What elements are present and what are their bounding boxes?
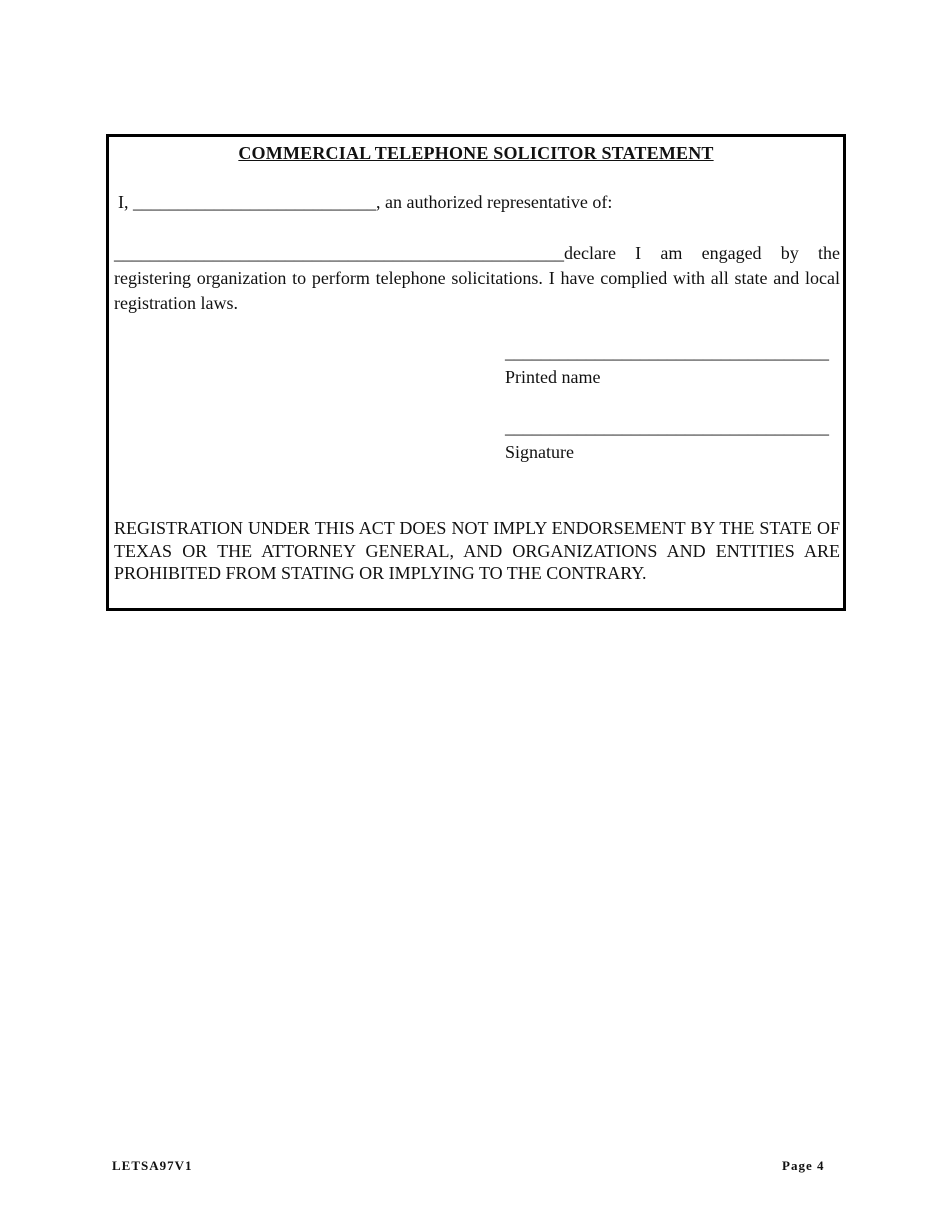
declaration-paragraph <box>114 241 840 316</box>
declaration-text: declare I am engaged by the registering organization to perform telephone solicitations. I have complied with all state and local registration laws. <box>114 243 840 313</box>
representative-prefix: I, <box>118 192 133 212</box>
signature-line[interactable]: ____________________________________ <box>505 417 829 437</box>
printed-name-label: Printed name <box>505 367 601 387</box>
representative-suffix: , an authorized representative of: <box>376 192 613 212</box>
signature-label: Signature <box>505 442 574 462</box>
form-code: LETSA97V1 <box>112 1158 193 1173</box>
page-number: Page 4 <box>782 1158 825 1173</box>
statement-title: COMMERCIAL TELEPHONE SOLICITOR STATEMENT <box>238 143 714 163</box>
organization-name-blank[interactable]: __________________________________________________ <box>114 243 564 263</box>
printed-name-line[interactable]: ____________________________________ <box>505 342 829 362</box>
representative-name-blank[interactable]: ___________________________ <box>133 192 376 212</box>
statement-box <box>106 134 846 611</box>
endorsement-notice: REGISTRATION UNDER THIS ACT DOES NOT IMPLY ENDORSEMENT BY THE STATE OF TEXAS OR THE ATTORNEY GENERAL, AND ORGANIZATIONS AND ENTITIES ARE PROHIBITED FROM STATING OR IMPLYING TO THE CONTRARY. <box>114 518 840 583</box>
representative-line <box>118 192 612 213</box>
